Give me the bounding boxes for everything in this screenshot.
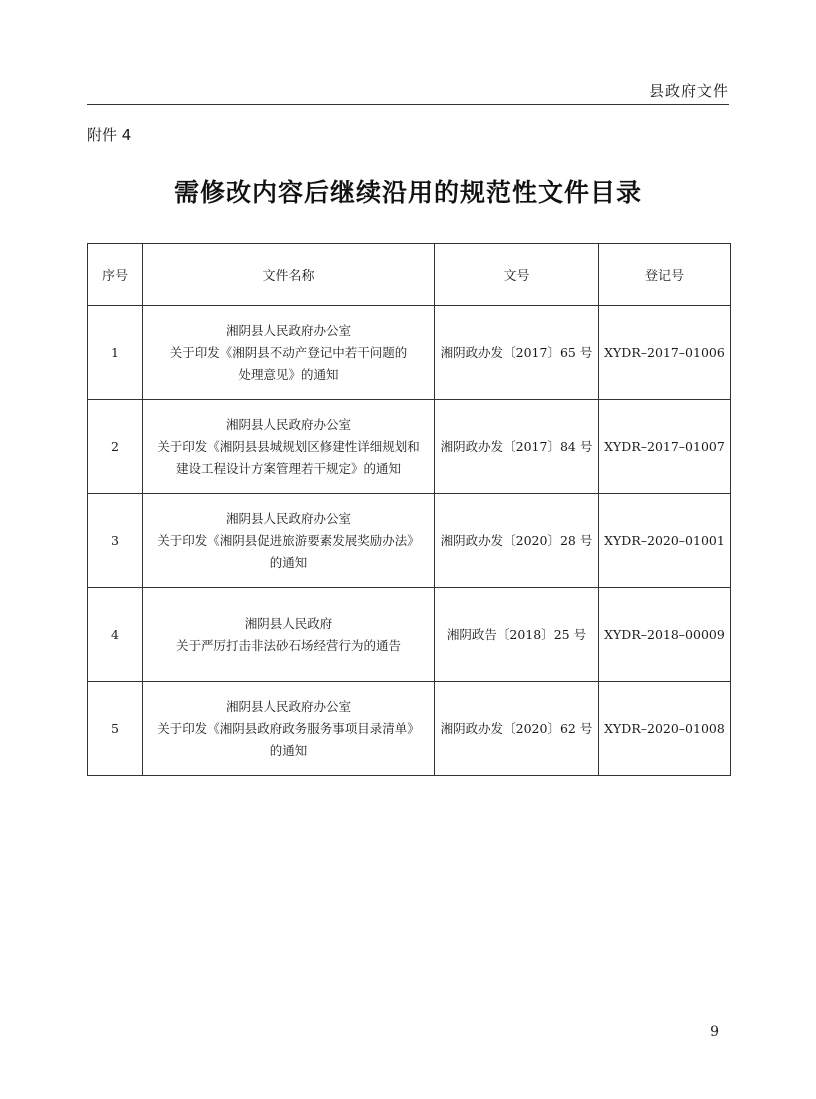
document-name-line: 关于严厉打击非法砂石场经营行为的通告 (175, 637, 401, 653)
table-row (88, 588, 731, 682)
document-number: 湘阴政告〔2018〕25 号 (435, 588, 599, 682)
document-name-line: 的通知 (269, 554, 308, 570)
row-index: 5 (88, 682, 143, 776)
document-name-cell (143, 400, 435, 494)
document-name-line: 的通知 (269, 742, 308, 758)
page-number: 9 (710, 1024, 719, 1040)
table-row (88, 306, 731, 400)
column-header-document-number: 文号 (435, 244, 599, 306)
column-header-index: 序号 (88, 244, 143, 306)
document-name-cell (143, 306, 435, 400)
document-issuer: 湘阴县人民政府办公室 (225, 322, 351, 338)
document-issuer: 湘阴县人民政府办公室 (225, 510, 351, 526)
document-name-cell (143, 494, 435, 588)
table-row (88, 682, 731, 776)
document-name-cell (143, 682, 435, 776)
registration-number: XYDR–2020–01001 (599, 494, 731, 588)
document-number: 湘阴政办发〔2017〕65 号 (435, 306, 599, 400)
document-name-line: 关于印发《湘阴县促进旅游要素发展奖励办法》 (157, 532, 420, 548)
header-title: 县政府文件 (648, 82, 729, 100)
registration-number: XYDR–2017–01006 (599, 306, 731, 400)
row-index: 3 (88, 494, 143, 588)
table-row (88, 400, 731, 494)
table-row (88, 494, 731, 588)
document-number: 湘阴政办发〔2020〕62 号 (435, 682, 599, 776)
row-index: 4 (88, 588, 143, 682)
document-number: 湘阴政办发〔2020〕28 号 (435, 494, 599, 588)
document-number: 湘阴政办发〔2017〕84 号 (435, 400, 599, 494)
document-issuer: 湘阴县人民政府办公室 (225, 698, 351, 714)
document-name-cell (143, 588, 435, 682)
document-issuer: 湘阴县人民政府 (244, 615, 333, 631)
header-divider (87, 104, 729, 105)
document-catalog-table (87, 243, 731, 776)
column-header-document-name: 文件名称 (143, 244, 435, 306)
document-name-line: 建设工程设计方案管理若干规定》的通知 (175, 460, 401, 476)
registration-number: XYDR–2018–00009 (599, 588, 731, 682)
registration-number: XYDR–2017–01007 (599, 400, 731, 494)
column-header-registration-number: 登记号 (599, 244, 731, 306)
document-name-line: 处理意见》的通知 (238, 366, 339, 382)
attachment-label: 附件 4 (87, 126, 132, 144)
document-issuer: 湘阴县人民政府办公室 (225, 416, 351, 432)
row-index: 2 (88, 400, 143, 494)
table-header-row (88, 244, 731, 306)
document-name-line: 关于印发《湘阴县县城规划区修建性详细规划和 (157, 438, 420, 454)
row-index: 1 (88, 306, 143, 400)
document-title: 需修改内容后继续沿用的规范性文件目录 (173, 178, 642, 207)
document-name-line: 关于印发《湘阴县不动产登记中若干问题的 (169, 344, 408, 360)
registration-number: XYDR–2020–01008 (599, 682, 731, 776)
document-name-line: 关于印发《湘阴县政府政务服务事项目录清单》 (157, 720, 420, 736)
